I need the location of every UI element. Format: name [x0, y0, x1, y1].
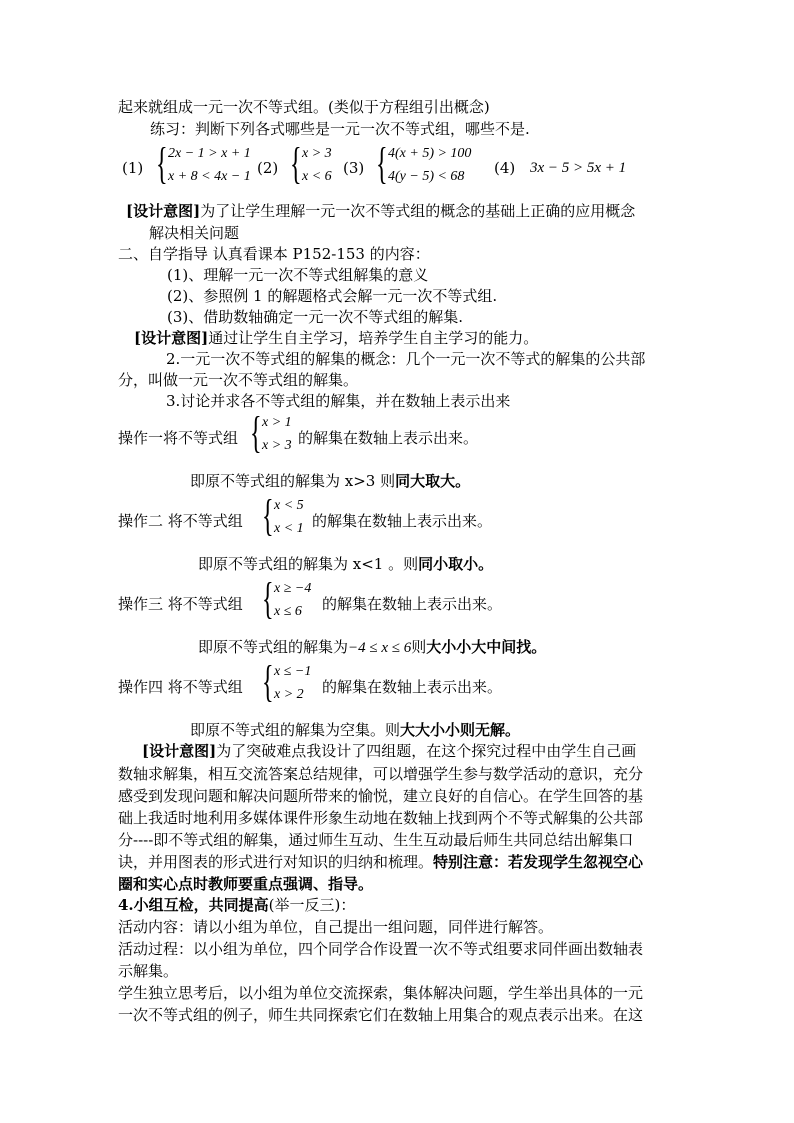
concept-paragraph: 2.一元一次不等式组的解集的概念：几个一元一次不等式的解集的公共部: [166, 350, 646, 368]
inequality: x > 1: [262, 415, 292, 430]
operation-1-label: 操作一将不等式组: [118, 429, 239, 447]
intro-line: 起来就组成一元一次不等式组。(类似于方程组引出概念): [118, 98, 490, 116]
paragraph-line: 分----即不等式组的解集，通过师生互动、生生互动最后师生共同总结出解集口: [118, 831, 634, 849]
emphasis-text: 圈和实心点时教师要重点强调、指导。: [118, 875, 374, 893]
rule-text: 大大小小则无解。: [400, 721, 521, 739]
brace-symbol: {: [156, 139, 168, 188]
concept-paragraph-cont: 分，叫做一元一次不等式组的解集。: [118, 371, 359, 389]
inequality: x + 8 < 4x − 1: [168, 169, 251, 184]
list-item: (3)、借助数轴确定一元一次不等式组的解集.: [167, 308, 464, 326]
inequality: x < 5: [274, 498, 304, 513]
activity-process: 活动过程：以小组为单位，四个同学合作设置一次不等式组要求同伴画出数轴表: [118, 940, 644, 958]
list-item: (1)、理解一元一次不等式组解集的意义: [167, 266, 429, 284]
result-2: 即原不等式组的解集为 x<1 。则同小取小。: [198, 555, 494, 573]
brace-symbol: {: [290, 139, 302, 188]
rule-text: 大小小大中间找。: [426, 638, 547, 656]
operation-3-label: 操作三 将不等式组: [118, 595, 243, 613]
inequality: x ≤ 6: [274, 604, 302, 619]
inequality: 2x − 1 > x + 1: [168, 146, 251, 161]
operation-2-label: 操作二 将不等式组: [118, 512, 243, 530]
design-intent-2: [设计意图]通过让学生自主学习，培养学生自主学习的能力。: [134, 329, 539, 347]
design-intent-tag: [设计意图]: [142, 742, 217, 760]
inequality: 3x − 5 > 5x + 1: [530, 160, 627, 176]
design-intent-3: [设计意图]为了突破难点我设计了四组题，在这个探究过程中由学生自己画: [142, 742, 637, 760]
brace-symbol: {: [262, 491, 274, 540]
brace-symbol: {: [376, 139, 388, 188]
inequality: x > 3: [262, 438, 292, 453]
inequality: x < 6: [302, 169, 332, 184]
result-4: 即原不等式组的解集为空集。则大大小小则无解。: [190, 721, 521, 739]
emphasis-text: 特别注意：若发现学生忽视空心: [433, 853, 644, 871]
section-4-heading: 4.小组互检，共同提高(举一反三)：: [118, 896, 356, 914]
inequality: x > 3: [302, 146, 332, 161]
discussion-heading: 3.讨论并求各不等式组的解集，并在数轴上表示出来: [166, 392, 511, 410]
inequality: x > 2: [274, 687, 304, 702]
operation-1-text: 的解集在数轴上表示出来。: [298, 429, 479, 447]
design-intent-1: [设计意图]为了让学生理解一元一次不等式组的概念的基础上正确的应用概念: [126, 202, 636, 220]
result-3: 即原不等式组的解集为−4 ≤ x ≤ 6则大小小大中间找。: [198, 638, 547, 656]
operation-4-label: 操作四 将不等式组: [118, 678, 243, 696]
paragraph-line: 一次不等式组的例子，师生共同探索它们在数轴上用集合的观点表示出来。在这: [118, 1006, 644, 1024]
operation-3-text: 的解集在数轴上表示出来。: [322, 595, 503, 613]
paragraph-line: 学生独立思考后，以小组为单位交流探索，集体解决问题，学生举出具体的一元: [118, 984, 644, 1002]
activity-content: 活动内容：请以小组为单位，自己提出一组问题，同伴进行解答。: [118, 918, 554, 936]
design-intent-1-cont: 解决相关问题: [149, 224, 240, 242]
result-1: 即原不等式组的解集为 x>3 则同大取大。: [190, 472, 471, 490]
brace-symbol: {: [250, 408, 262, 457]
section-heading: 二、自学指导 认真看课本 P152-153 的内容：: [118, 245, 430, 263]
brace-symbol: {: [262, 574, 274, 623]
paragraph-line: 诀，并用图表的形式进行对知识的归纳和梳理。特别注意：若发现学生忽视空心: [118, 853, 644, 871]
design-intent-tag: [设计意图]: [134, 329, 209, 347]
rule-text: 同大取大。: [395, 472, 471, 490]
exercise-number: (1): [122, 159, 144, 177]
rule-text: 同小取小。: [418, 555, 494, 573]
solution-range: −4 ≤ x ≤ 6: [348, 640, 412, 656]
paragraph-line: 础上我适时地利用多媒体课件形象生动地在数轴上找到两个不等式解集的公共部: [118, 809, 644, 827]
operation-2-text: 的解集在数轴上表示出来。: [312, 512, 493, 530]
list-item: (2)、参照例 1 的解题格式会解一元一次不等式组.: [167, 287, 498, 305]
exercise-prompt: 练习：判断下列各式哪些是一元一次不等式组，哪些不是.: [150, 120, 530, 138]
inequality: x ≥ −4: [274, 581, 312, 596]
brace-symbol: {: [262, 657, 274, 706]
design-intent-tag: [设计意图]: [126, 202, 201, 220]
inequality: 4(x + 5) > 100: [388, 146, 472, 161]
exercise-number: (4): [494, 159, 516, 177]
activity-process-cont: 示解集。: [118, 962, 179, 980]
inequality: x < 1: [274, 521, 304, 536]
inequality: 4(y − 5) < 68: [388, 169, 465, 184]
exercise-number: (2): [257, 159, 279, 177]
exercise-number: (3): [343, 159, 365, 177]
operation-4-text: 的解集在数轴上表示出来。: [322, 678, 503, 696]
paragraph-line: 感受到发现问题和解决问题所带来的愉悦，建立良好的自信心。在学生回答的基: [118, 787, 644, 805]
inequality: x ≤ −1: [274, 664, 312, 679]
paragraph-line: 数轴求解集，相互交流答案总结规律，可以增强学生参与数学活动的意识，充分: [118, 765, 644, 783]
